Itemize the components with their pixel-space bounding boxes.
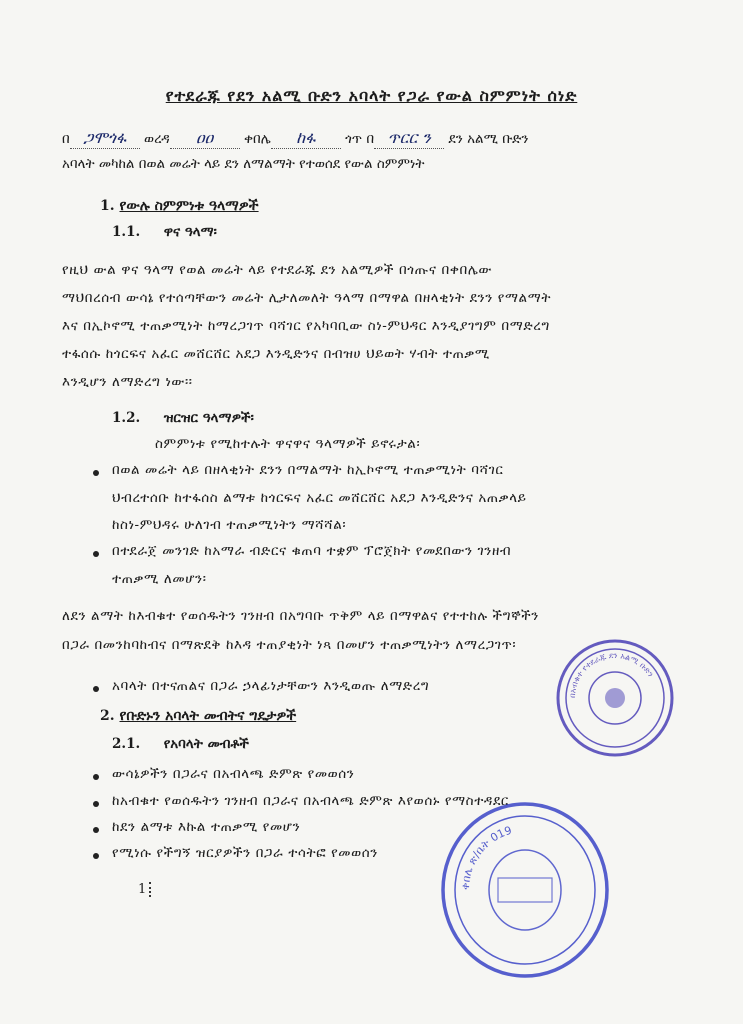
- section-1-2-heading: 1.2. ዝርዝር ዓላማዎች፡: [112, 410, 254, 426]
- document-title: የተደራጁ የደን አልሚ ቡድን አባላት የጋራ የውል ስምምነት ሰነድ: [165, 86, 578, 105]
- intro-line-1: በ ጋሞጎፋ ወረዳ ዐዐ ቀበሌ ከፋ ጎጥ በ ጥርር ን ደን አልሚ ቡድን: [62, 128, 529, 147]
- svg-text:በአብቁተ የተደራጁ ደን አልሚ ቡድን: በአብቁተ የተደራጁ ደን አልሚ ቡድን: [567, 650, 656, 699]
- para1-line: እና በኢኮኖሚ ተጠቃሚነት ከማረጋገጥ ባሻገር የአካባቢው ስነ-ምህዳር እንዲያገግም በማድረግ: [62, 318, 550, 334]
- bullet-line: በወል መሬት ላይ በዘላቂነት ደንን በማልማት ከኢኮኖሚ ተጠቃሚነት ባሻገር: [112, 462, 504, 478]
- bullet-line: ከአብቁተ የወሰዱትን ገንዘብ በጋራና በአብላጫ ድምጽ እየወሰኑ የማስተዳደር: [112, 793, 509, 809]
- section-2-heading: 2. የቡድኑን አባላት መብትና ግዴታዎች: [100, 708, 297, 724]
- kebele-field: ከፋ: [271, 128, 341, 149]
- official-stamp-1: [555, 638, 675, 758]
- bullet-line: ተጠቃሚ ለመሆን፡: [112, 571, 207, 587]
- section-2-1-heading: 2.1. የአባላት መብቶች: [112, 736, 249, 752]
- para1-line: እንዲሆን ለማድረግ ነው፡፡: [62, 374, 193, 390]
- bullet-line: በተደራጀ መንገድ ከአማራ ብድርና ቁጠባ ተቋም ፕሮጀክት የመደበውን ገንዘብ: [112, 543, 512, 559]
- bullet-line: ህብረተሰቡ ከተፋሰስ ልማቱ ከጎርፍና አፈር መሸርሸር አደጋ እንዲድንና አጠቃላይ: [112, 490, 527, 506]
- section-1-1-heading: 1.1. ዋና ዓላማ፡: [112, 224, 217, 240]
- para2-line: ለደን ልማት ከእብቁተ የወሰዱትን ገንዘብ በአግባቡ ጥቅም ላይ በማዋልና የተተከሉ ችግኞችን: [62, 608, 539, 624]
- bullet-line: ከስነ-ምህዳሩ ሁለገብ ተጠቃሚነትን ማሻሻል፡: [112, 517, 347, 533]
- subsection-intro: ስምምነቱ የሚከተሉት ዋናዋና ዓላማዎች ይኖሩታል፡: [155, 436, 421, 452]
- bullet-line: የሚነሱ የችግኝ ዝርያዎችን በጋራ ተሳትፎ የመወሰን: [112, 845, 378, 861]
- bullet-line: ከደን ልማቱ እኩል ተጠቃሚ የመሆን: [112, 819, 301, 835]
- bullet-icon: [93, 853, 99, 859]
- intro-line-2: አባላት መካከል በወል መሬት ላይ ደን ለማልማት የተወሰደ የውል ስምምነት: [62, 156, 425, 172]
- bullet-icon: [93, 774, 99, 780]
- zone-field: ጋሞጎፋ: [70, 128, 140, 149]
- official-stamp-2: [440, 800, 610, 980]
- page-number: 1: [138, 882, 155, 897]
- para1-line: የዚህ ውል ዋና ዓላማ የወል መሬት ላይ የተደራጁ ደን አልሚዎች በጎጡና በቀበሌው: [62, 262, 492, 278]
- bullet-icon: [93, 827, 99, 833]
- bullet-line: አባላት በተናጠልና በጋራ ኃላፊነታቸውን እንዲወጡ ለማድረግ: [112, 678, 430, 694]
- bullet-icon: [93, 551, 99, 557]
- para2-line: በጋራ በመንከባከብና በማጽደቅ ከእዳ ተጠያቂነት ነጻ በመሆን ተጠቃሚነትን ለማረጋገጥ፡: [62, 637, 517, 653]
- bullet-icon: [93, 470, 99, 476]
- date-field: ጥርር ን: [374, 128, 444, 149]
- section-1-heading: 1. የውሉ ስምምነቱ ዓላማዎች: [100, 198, 259, 214]
- bullet-icon: [93, 801, 99, 807]
- svg-text:ቀበሌ ጽ/ቤት 019: ቀበሌ ጽ/ቤት 019: [458, 823, 514, 891]
- bullet-line: ውሳኔዎችን በጋራና በአብላጫ ድምጽ የመወሰን: [112, 766, 355, 782]
- para1-line: ማህበረሰብ ውሳኔ የተሰጣቸውን መሬት ሊታለመለት ዓላማ በማዋል በዘላቂነት ደንን የማልማት: [62, 290, 552, 306]
- bullet-icon: [93, 686, 99, 692]
- woreda-field: ዐዐ: [170, 128, 240, 149]
- para1-line: ተፋሰሱ ከጎርፍና አፈር መሸርሸር አደጋ እንዲድንና በብዝሀ ህይወት ሃብት ተጠቃሚ: [62, 346, 490, 362]
